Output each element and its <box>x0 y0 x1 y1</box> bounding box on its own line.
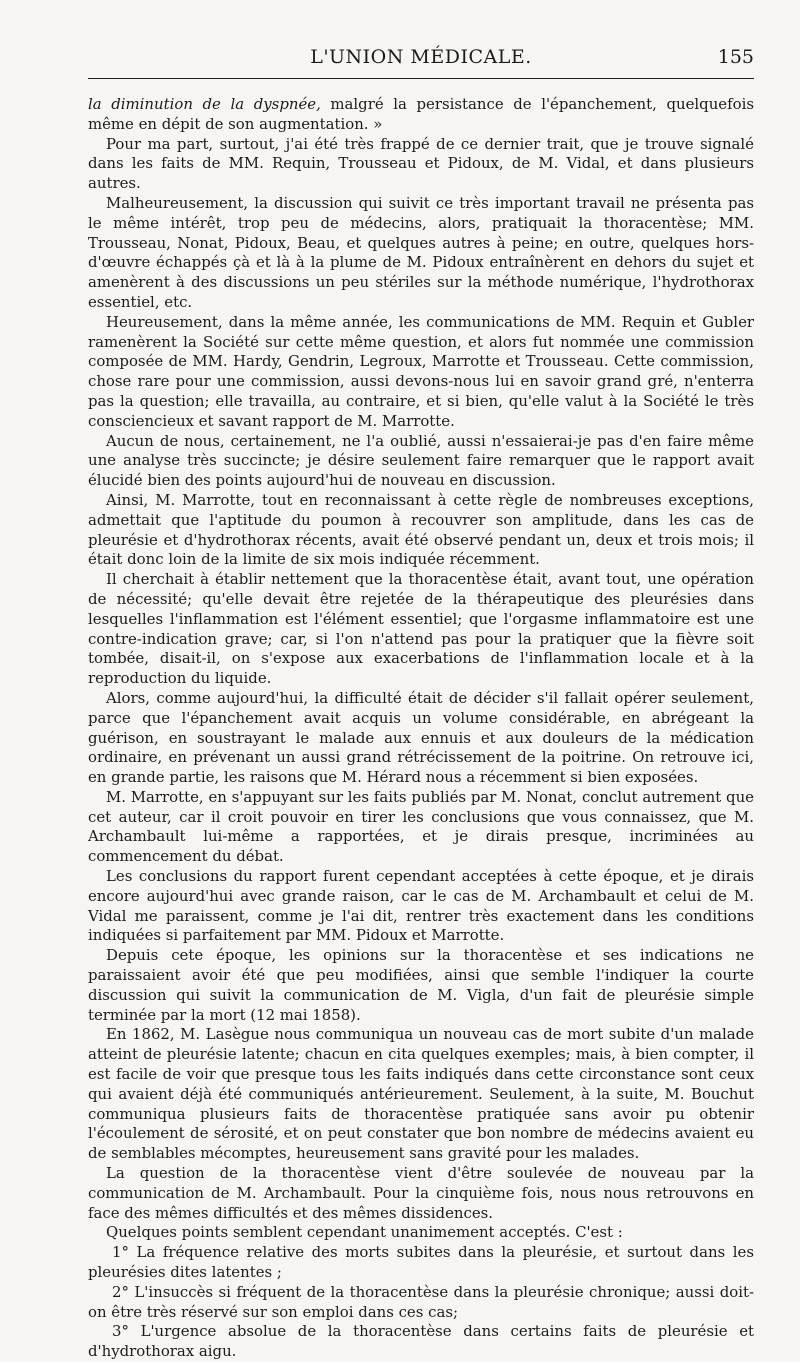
body-text <box>88 95 754 1362</box>
paragraph: Malheureusement, la discussion qui suivit ce très important travail ne présenta pas le même intérêt, trop peu de médecins, alors, pratiquait la thoracentèse; MM. Trousseau, Nonat, Pidoux, Beau, et quelques autres à peine; en outre, quelques hors-d'œuvre échappés çà et là à la plume de M. Pidoux entraînèrent en dehors du sujet et amenèrent à des discussions un peu stériles sur la méthode numérique, l'hydrothorax essentiel, etc. <box>88 193 754 311</box>
italic-lead: la diminution de la dyspnée, <box>88 95 321 113</box>
list-item: 1° La fréquence relative des morts subites dans la pleurésie, et surtout dans les pleurésies dites latentes ; <box>88 1243 754 1282</box>
running-title: L'UNION MÉDICALE. <box>310 46 532 68</box>
paragraph: La question de la thoracentèse vient d'être soulevée de nouveau par la communication de M. Archambault. Pour la cinquième fois, nous nous retrouvons en face des mêmes difficultés et des mêmes dissidences. <box>88 1164 754 1222</box>
paragraph: Les conclusions du rapport furent cependant acceptées à cette époque, et je dirais encore aujourd'hui avec grande raison, car le cas de M. Archambault et celui de M. Vidal me paraissent, comme je l'ai dit, rentrer très exactement dans les conditions indiquées si parfaitement par MM. Pidoux et Marrotte. <box>88 867 754 945</box>
paragraph: Quelques points semblent cependant unanimement acceptés. C'est : <box>106 1223 623 1242</box>
paragraph: Pour ma part, surtout, j'ai été très frappé de ce dernier trait, que je trouve signalé dans les faits de MM. Requin, Trousseau et Pidoux, de M. Vidal, et dans plusieurs autres. <box>88 134 754 193</box>
paragraph: M. Marrotte, en s'appuyant sur les faits publiés par M. Nonat, conclut autrement que cet auteur, car il croit pouvoir en tirer les conclusions que vous connaissez, que M. Archambault lui-même a rapportées, et je dirais presque, incriminées au commencement du débat. <box>88 787 754 866</box>
page-number: 155 <box>717 46 754 68</box>
paragraph: Ainsi, M. Marrotte, tout en reconnaissant à cette règle de nombreuses exceptions, admettait que l'aptitude du poumon à recouvrer son amplitude, dans les cas de pleurésie et d'hydrothorax récents, avait été observé pendant un, deux et trois mois; il était donc loin de la limite de six mois indiquée récemment. <box>88 490 754 569</box>
list-item: 2° L'insuccès si fréquent de la thoracentèse dans la pleurésie chronique; aussi doit-on être très réservé sur son emploi dans ces cas; <box>88 1282 754 1321</box>
paragraph: Aucun de nous, certainement, ne l'a oublié, aussi n'essaierai-je pas d'en faire même une analyse très succincte; je désire seulement faire remarquer que le rapport avait élucidé bien des points aujourd'hui de nouveau en discussion. <box>88 431 754 490</box>
list-item: 3° L'urgence absolue de la thoracentèse dans certains faits de pleurésie et d'hydrothorax aigu. <box>88 1322 754 1361</box>
paragraph: Il cherchait à établir nettement que la thoracentèse était, avant tout, une opération de nécessité; qu'elle devait être rejetée de la thérapeutique des pleurésies dans lesquelles l'inflammation est l'élément essentiel; que l'orgasme inflammatoire est une contre-indication grave; car, si l'on n'attend pas pour la pratiquer que la fièvre soit tombée, disait-il, on s'expose aux exacerbations de l'inflammation locale et à la reproduction du liquide. <box>88 570 754 688</box>
page-header <box>88 44 754 79</box>
paragraph: Heureusement, dans la même année, les communications de MM. Requin et Gubler ramenèrent la Société sur cette même question, et alors fut nommée une commission composée de MM. Hardy, Gendrin, Legroux, Marrotte et Trousseau. Cette commission, chose rare pour une commission, aussi devons-nous lui en savoir grand gré, n'enterra pas la question; elle travailla, au contraire, et si bien, qu'elle valut à la Société le très consciencieux et savant rapport de M. Marrotte. <box>88 312 754 430</box>
paragraph: Alors, comme aujourd'hui, la difficulté était de décider s'il fallait opérer seulement, parce que l'épanchement avait acquis un volume considérable, en abrégeant la guérison, en soustrayant le malade aux ennuis et aux douleurs de la médication ordinaire, en prévenant un aussi grand rétrécissement de la poitrine. On retrouve ici, en grande partie, les raisons que M. Hérard nous a récemment si bien exposées. <box>88 688 754 787</box>
paragraph: Depuis cete époque, les opinions sur la thoracentèse et ses indications ne paraissaient avoir été que peu modifiées, ainsi que semble l'indiquer la courte discussion qui suivit la communication de M. Vigla, d'un fait de pleurésie simple terminée par la mort (12 mai 1858). <box>88 946 754 1024</box>
paragraph: En 1862, M. Lasègue nous communiqua un nouveau cas de mort subite d'un malade atteint de pleurésie latente; chacun en cita quelques exemples; mais, à bien compter, il est facile de voir que presque tous les faits indiqués dans cette circonstance sont ceux qui avaient déjà été communiqués antérieurement. Seulement, à la suite, M. Bouchut communiqua plusieurs faits de thoracentèse pratiquée sans avoir pu obtenir l'écoulement de sérosité, et on peut constater que bon nombre de médecins avaient eu de semblables mécomptes, heureusement sans gravité pour les malades. <box>88 1025 754 1163</box>
paragraph: la diminution de la dyspnée, malgré la persistance de l'épanchement, quelquefois même en dépit de son augmentation. » <box>88 95 754 133</box>
